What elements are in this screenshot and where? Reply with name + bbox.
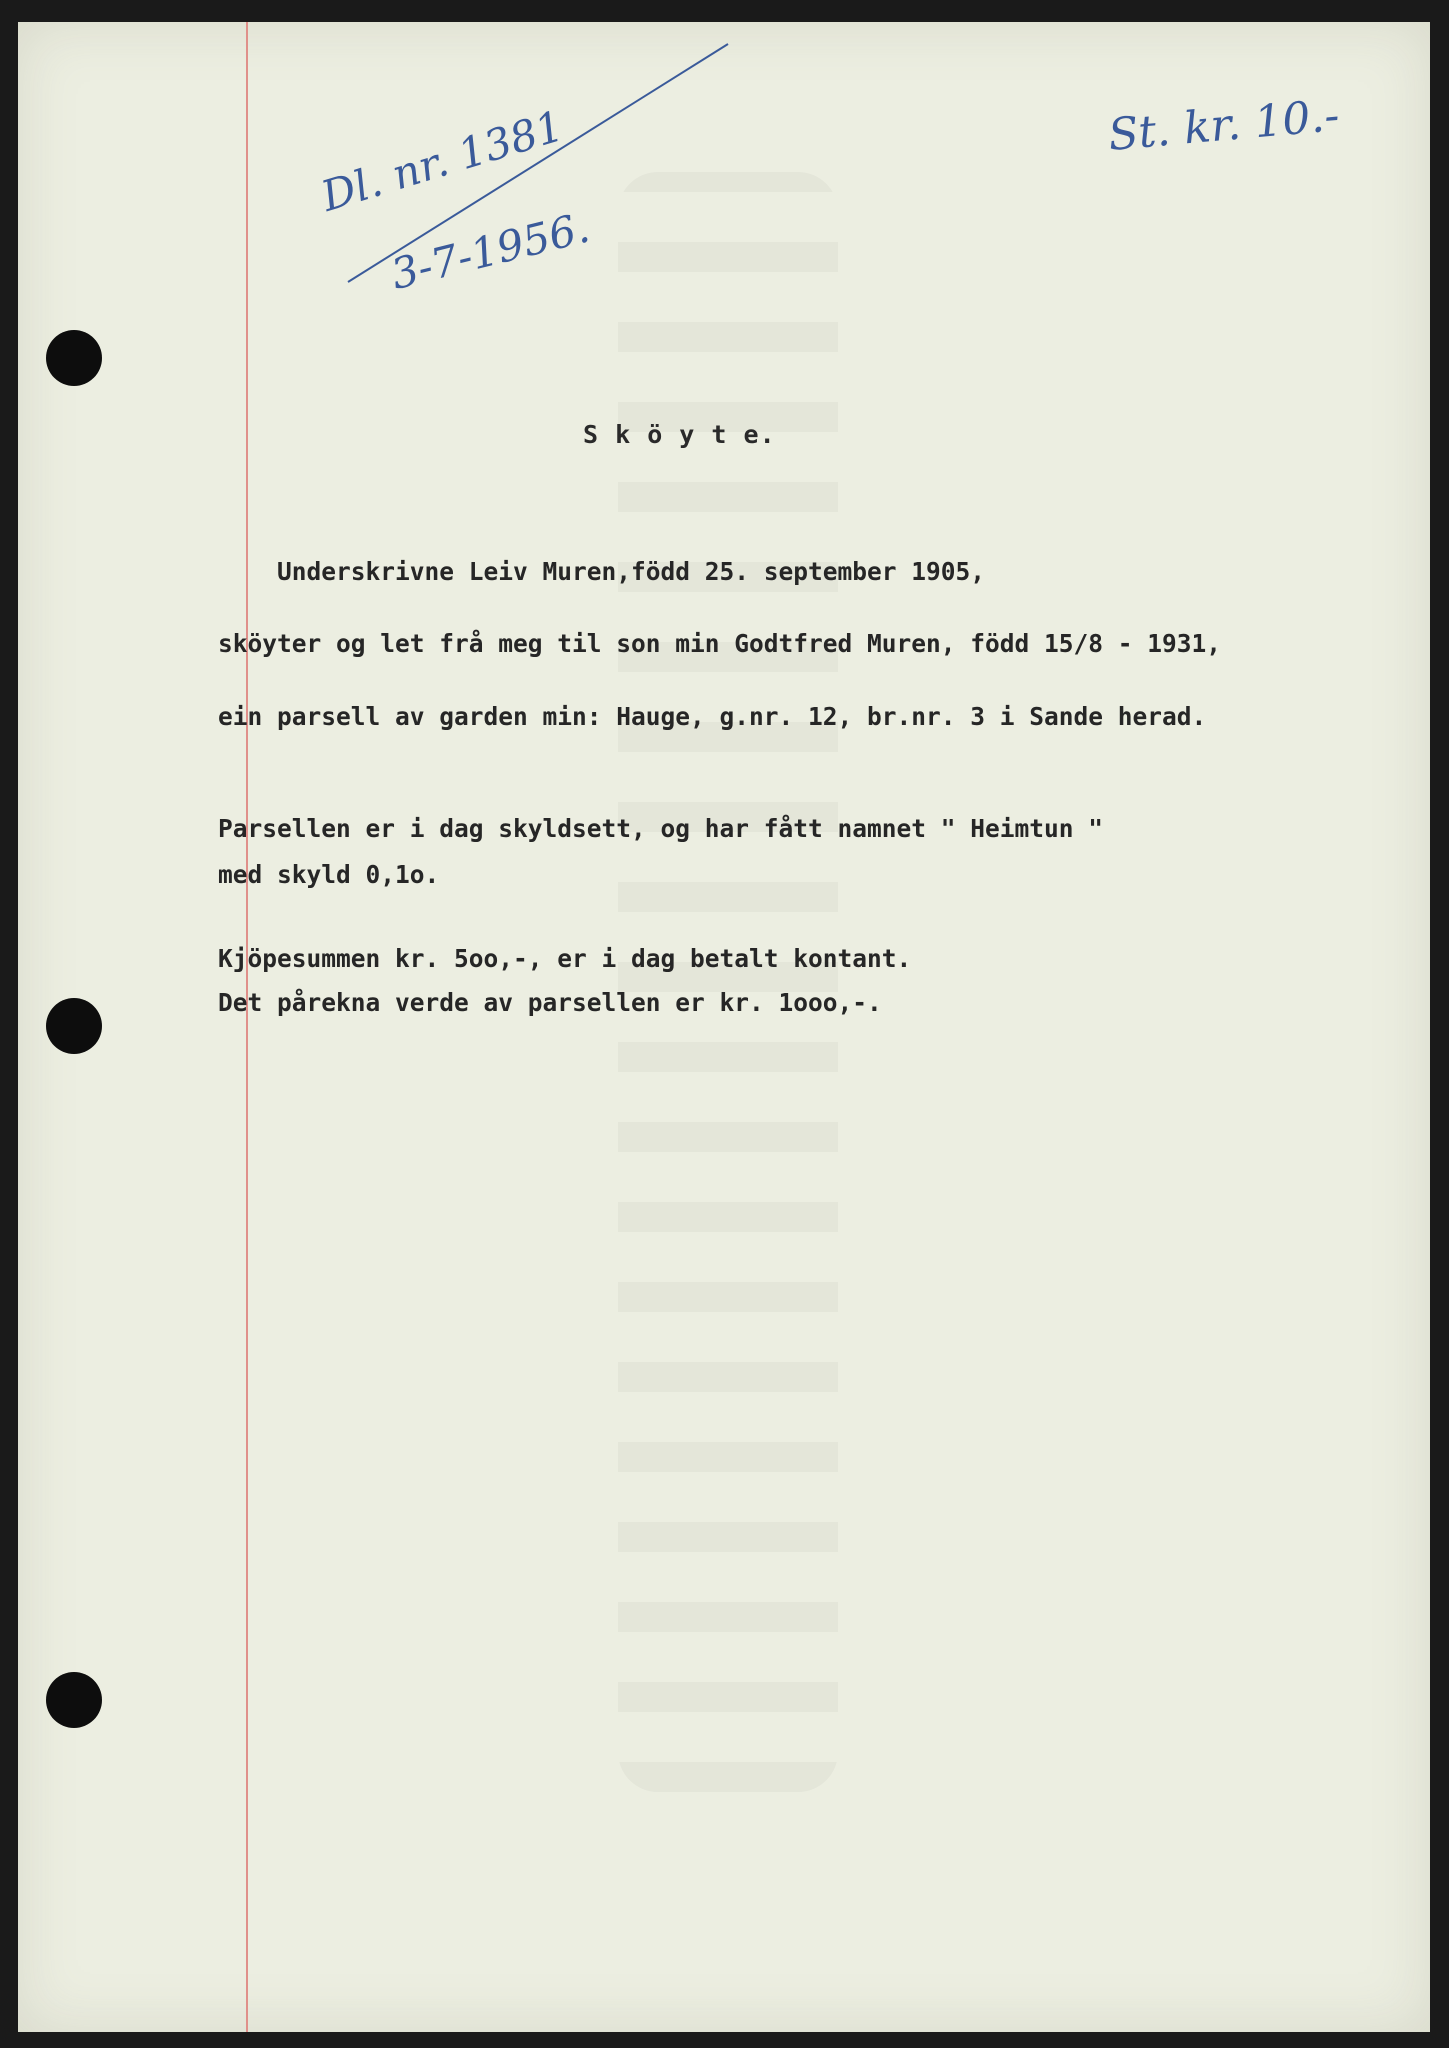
text-line: sköyter og let frå meg til son min Godtfred Muren, född 15/8 - 1931, (218, 629, 1222, 658)
date-annotation: 3-7-1956. (386, 202, 595, 299)
text-line: ein parsell av garden min: Hauge, g.nr. 12, br.nr. 3 i Sande herad. (218, 702, 1207, 731)
document-title: S k ö y t e. (583, 420, 776, 449)
punch-hole-top (46, 330, 102, 386)
bleed-through-stamp (618, 172, 838, 1792)
punch-hole-bottom (46, 1672, 102, 1728)
text-line: med skyld 0,1o. (218, 860, 440, 889)
punch-hole-middle (46, 998, 102, 1054)
doc-number-annotation: Dl. nr. 1381 (315, 101, 570, 221)
text-line: Kjöpesummen kr. 5oo,-, er i dag betalt kontant. (218, 944, 912, 973)
text-line: Underskrivne Leiv Muren,född 25. september 1905, (218, 557, 986, 586)
text-line: Parsellen er i dag skyldsett, og har fått namnet " Heimtun " (218, 814, 1104, 843)
text-line: Det pårekna verde av parsellen er kr. 1ooo,-. (218, 988, 882, 1017)
fee-annotation: St. kr. 10.- (1106, 90, 1342, 161)
margin-line (246, 22, 248, 2032)
document-page (18, 22, 1430, 2032)
